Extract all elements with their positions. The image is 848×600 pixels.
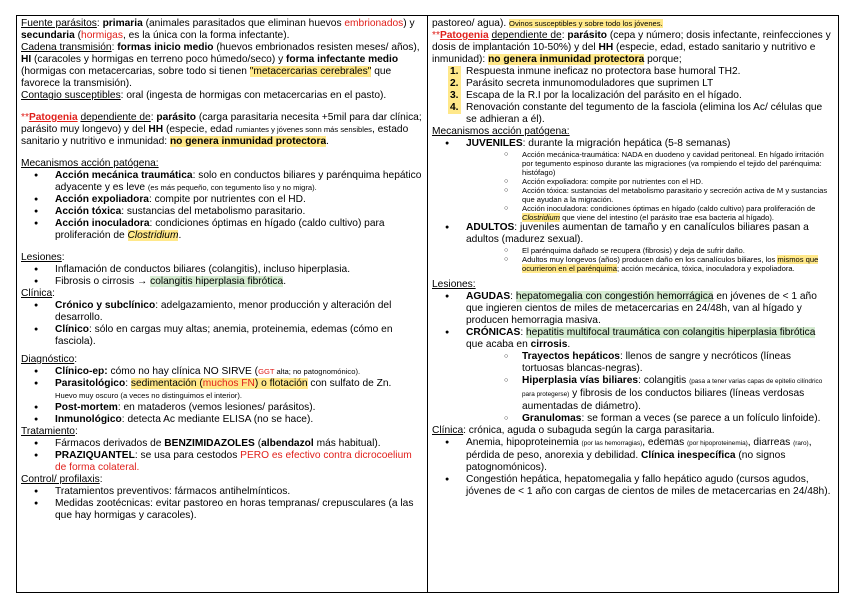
list-item: ○ Adultos muy longevos (años) producen daño en los canalículos biliares, los mismos que ocurrieron en el parénquima; acción mecánica, tóxica, inoculadora y expoliadora. xyxy=(466,255,834,273)
control-heading: Control/ profilaxis: xyxy=(21,474,103,485)
mecanismos-heading: Mecanismos acción patógena: xyxy=(21,158,159,169)
list-item: 2. Parásito secreta inmunomoduladores que suprimen LT xyxy=(450,78,714,89)
list-item: ○ Trayectos hepáticos: llenos de sangre y necróticos (líneas tortuosas blancas-negras). xyxy=(466,351,834,375)
list-item: ● PRAZIQUANTEL: se usa para cestodos PERO es efectivo contra dicrocoelium de forma colateral. xyxy=(21,450,423,474)
cronicas-sublist xyxy=(466,351,834,425)
right-column xyxy=(428,16,838,592)
cadena-paragraph: Cadena transmisión: formas inicio medio (huevos embrionados resisten meses/ años), HI (caracoles y hormigas en terreno poco húmedo/seco) y forma infectante medio (hormigas con metacercarias, sobre todo si tienen "metacercarias cerebrales" que favorece la transmisión). xyxy=(21,42,420,89)
list-item: ○ Acción mecánica-traumática: NADA en duodeno y cavidad peritoneal. En hígado irritación por tegumento espinoso durante las migraciones (va rompiendo el tejido del parénquima: histófago) xyxy=(466,150,834,177)
diagnostico-list xyxy=(21,366,423,426)
list-item: ● Anemia, hipoproteinemia (por las hemorragias), edemas (por hipoproteinemia), diarreas (raro), pérdida de peso, anorexia y debilidad. Clínica inespecífica (no signos patognomónicos). xyxy=(432,437,834,474)
adultos-sublist xyxy=(466,246,834,273)
list-item: ● Acción mecánica traumática: solo en conductos biliares y parénquima hepático adyacente y es leve (es más pequeño, con tegumento liso y no migra). xyxy=(21,170,423,194)
list-item: ● JUVENILES: durante la migración hepática (5-8 semanas) ○ Acción mecánica-traumática: NADA en duodeno y cavidad peritoneal. En hígado irritación por tegumento espinoso durante las migraciones (va rompiendo el tejido del parénquima: histófago) ○ Acción expoliadora: compite por nutrientes con el HD. ○ Acción tóxica: sustancias del metabolismo parasitario y secreción activa de M y sustancias que ayudan a la migración. ○ Acción inoculadora: condiciones óptimas en hígado (caldo cultivo) para proliferación de Clostridium que viene del intestino (el parásito trae esa bacteria al hígado). xyxy=(432,138,834,222)
list-item: ● Crónico y subclínico: adelgazamiento, menor producción y alteración del desarrollo. xyxy=(21,300,423,324)
list-item: ● Acción expoliadora: compite por nutrientes con el HD. xyxy=(21,194,423,206)
list-item: ● ADULTOS: juveniles aumentan de tamaño y en canalículos biliares pasan a adultos (madurez sexual). ○ El parénquima dañado se recupera (fibrosis) y deja de sufrir daño. ○ Adultos muy longevos (años) producen daño en los canalículos biliares, los mismos que ocurrieron en el parénquima; acción mecánica, tóxica, inoculadora y expoliadora. xyxy=(432,222,834,273)
lesiones-list xyxy=(21,264,423,288)
contagio-paragraph: Contagio susceptibles: oral (ingesta de hormigas con metacercarias en el pasto). xyxy=(21,90,387,101)
list-item: 3. Escapa de la R.I por la localización del parásito en el hígado. xyxy=(450,90,742,101)
list-item: ○ Granulomas: se forman a veces (se parece a un folículo linfoide). xyxy=(466,413,834,425)
list-item: ● Tratamientos preventivos: fármacos antihelmínticos. xyxy=(21,486,423,498)
mecanismos-list xyxy=(432,138,834,273)
list-item: 4. Renovación constante del tegumento de la fasciola (elimina los Ac/ células que se adhieran a él). xyxy=(450,102,823,125)
patogenia-paragraph: **Patogenia dependiente de: parásito (carga parasitaria necesita +5mil para dar clínica; parásito muy longevo) y del HH (especie, edad rumiantes y jóvenes sonn más sensibles, estado sanitario y nutritivo e inmunidad: no genera inmunidad protectora. xyxy=(21,112,422,147)
list-item: ● Inflamación de conductos biliares (colangitis), incluso hiperplasia. xyxy=(21,264,423,276)
list-item: ● Parasitológico: sedimentación (muchos FN) o flotación con sulfato de Zn. Huevo muy oscuro (a veces no distinguimos el interior). xyxy=(21,378,423,402)
tratamiento-heading: Tratamiento: xyxy=(21,426,78,437)
list-item: ● Clínico-ep: cómo no hay clínica NO SIRVE (GGT alta; no patognomónico). xyxy=(21,366,423,378)
list-item: ● Acción inoculadora: condiciones óptimas en hígado (caldo cultivo) para proliferación de Clostridium. xyxy=(21,218,423,242)
list-item: ○ Acción expoliadora: compite por nutrientes con el HD. xyxy=(466,177,834,186)
notes-page xyxy=(16,15,839,593)
juveniles-sublist xyxy=(466,150,834,222)
clinica-list xyxy=(21,300,423,348)
list-item: ● AGUDAS: hepatomegalia con congestión hemorrágica en jóvenes de < 1 año que ingieren cientos de miles de metacercarias en 24/48h, van al hígado y producen hemorragia masiva. xyxy=(432,291,834,327)
clinica-paragraph: Clínica: crónica, aguda o subaguda según la carga parasitaria. xyxy=(432,425,715,436)
list-item: ● Medidas zootécnicas: evitar pastoreo en horas tempranas/ crepusculares (a las que hay hormigas y caracoles). xyxy=(21,498,423,522)
patogenia-paragraph: **Patogenia dependiente de: parásito (cepa y número; dosis infectante, reinfecciones y dosis de implantación 10-50%) y del HH (especie, edad, estado sanitario y nutritivo e inmunidad): no genera inmunidad protectora porque; xyxy=(432,30,831,65)
list-item: ○ El parénquima dañado se recupera (fibrosis) y deja de sufrir daño. xyxy=(466,246,834,255)
list-item: ○ Acción tóxica: sustancias del metabolismo parasitario y secreción activa de M y sustancias que ayudan a la migración. xyxy=(466,186,834,204)
list-item: ● Congestión hepática, hepatomegalia y fallo hepático agudo (cursos agudos, jóvenes de < 1 año con cargas de cientos de miles de metacercarias en 24/48h). xyxy=(432,474,834,498)
control-list xyxy=(21,486,423,522)
list-item: ● Post-mortem: en mataderos (vemos lesiones/ parásitos). xyxy=(21,402,423,414)
list-item: 1. Respuesta inmune ineficaz no protectora base humoral TH2. xyxy=(450,66,741,77)
mecanismos-heading: Mecanismos acción patógena: xyxy=(432,126,570,137)
lesiones-heading: Lesiones: xyxy=(432,279,476,290)
list-item: ○ Hiperplasia vías biliares: colangitis (pasa a tener varias capas de epitelio cilíndrico para protegerse) y fibrosis de los conductos biliares (líneas verdosas aumentadas de diámetro). xyxy=(466,375,834,413)
list-item: ● Fibrosis o cirrosis → colangitis hiperplasia fibrótica. xyxy=(21,276,423,288)
tratamiento-list xyxy=(21,438,423,474)
lesiones-list xyxy=(432,291,834,425)
fuente-paragraph: Fuente parásitos: primaria (animales parasitados que eliminan huevos embrionados) y secundaria (hormigas, es la única con la forma infectante). xyxy=(21,18,415,41)
list-item: ● Acción tóxica: sustancias del metabolismo parasitario. xyxy=(21,206,423,218)
porque-list xyxy=(432,66,834,126)
left-column xyxy=(17,16,428,592)
clinica-heading: Clínica: xyxy=(21,288,55,299)
clinica-list xyxy=(432,437,834,498)
list-item: ○ Acción inoculadora: condiciones óptimas en hígado (caldo cultivo) para proliferación de Clostridium que viene del intestino (el parásito trae esa bacteria al hígado). xyxy=(466,204,834,222)
continuation-paragraph: pastoreo/ agua). Ovinos susceptibles y sobre todo los jóvenes. xyxy=(432,18,663,29)
diagnostico-heading: Diagnóstico: xyxy=(21,354,78,365)
list-item: ● Fármacos derivados de BENZIMIDAZOLES (albendazol más habitual). xyxy=(21,438,423,450)
list-item: ● Inmunológico: detecta Ac mediante ELISA (no se hace). xyxy=(21,414,423,426)
list-item: ● Clínico: sólo en cargas muy altas; anemia, proteinemia, edemas (cómo en fasciola). xyxy=(21,324,423,348)
lesiones-heading: Lesiones: xyxy=(21,252,65,263)
list-item: ● CRÓNICAS: hepatitis multifocal traumática con colangitis hiperplasia fibrótica que acaba en cirrosis. ○ Trayectos hepáticos: llenos de sangre y necróticos (líneas tortuosas blancas-negras). ○ Hiperplasia vías biliares: colangitis (pasa a tener varias capas de epitelio cilíndrico para protegerse) y fibrosis de los conductos biliares (líneas verdosas aumentadas de diámetro). ○ Granulomas: se forman a veces (se parece a un folículo linfoide). xyxy=(432,327,834,425)
mecanismos-list xyxy=(21,170,423,242)
